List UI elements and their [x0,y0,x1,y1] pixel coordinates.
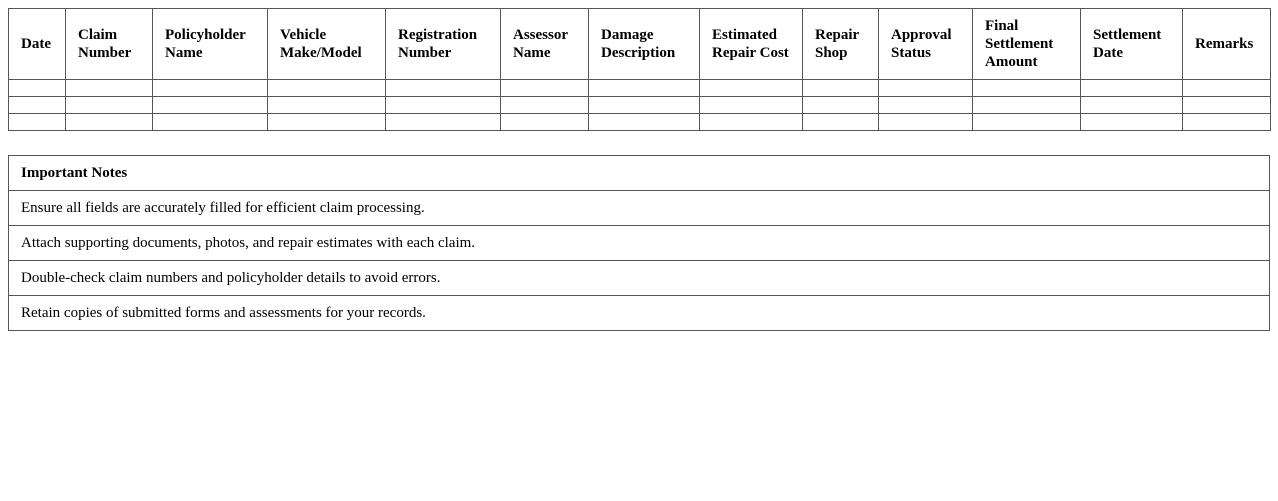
table-cell[interactable] [9,114,66,131]
table-cell[interactable] [501,97,589,114]
table-cell[interactable] [973,80,1081,97]
column-header-approval-status: Approval Status [879,9,973,80]
table-cell[interactable] [1183,80,1271,97]
table-cell[interactable] [1183,97,1271,114]
table-cell[interactable] [803,80,879,97]
notes-title: Important Notes [9,156,1270,191]
table-cell[interactable] [268,97,386,114]
table-cell[interactable] [700,80,803,97]
note-row [9,226,1270,261]
note-item: Retain copies of submitted forms and assessments for your records. [9,296,1270,331]
table-cell[interactable] [66,97,153,114]
table-cell[interactable] [66,80,153,97]
column-header-policyholder-name: Policyholder Name [153,9,268,80]
column-header-registration-number: Registration Number [386,9,501,80]
table-cell[interactable] [803,114,879,131]
note-row [9,261,1270,296]
column-header-claim-number: Claim Number [66,9,153,80]
column-header-repair-shop: Repair Shop [803,9,879,80]
table-cell[interactable] [973,97,1081,114]
table-cell[interactable] [501,114,589,131]
table-cell[interactable] [973,114,1081,131]
column-header-final-settlement-amount: Final Settlement Amount [973,9,1081,80]
column-header-damage-description: Damage Description [589,9,700,80]
column-header-assessor-name: Assessor Name [501,9,589,80]
table-cell[interactable] [700,114,803,131]
column-header-settlement-date: Settlement Date [1081,9,1183,80]
table-cell[interactable] [879,97,973,114]
table-cell[interactable] [153,97,268,114]
table-cell[interactable] [386,97,501,114]
table-cell[interactable] [153,114,268,131]
notes-title-row [9,156,1270,191]
table-cell[interactable] [9,97,66,114]
table-cell[interactable] [66,114,153,131]
table-cell[interactable] [879,114,973,131]
note-row [9,296,1270,331]
claims-log-table [8,8,1271,131]
table-cell[interactable] [386,80,501,97]
table-row [9,114,1271,131]
important-notes-table [8,155,1270,331]
note-item: Attach supporting documents, photos, and repair estimates with each claim. [9,226,1270,261]
table-cell[interactable] [700,97,803,114]
table-cell[interactable] [589,114,700,131]
claims-table-header [9,9,1271,80]
table-cell[interactable] [589,80,700,97]
note-row [9,191,1270,226]
table-cell[interactable] [1081,97,1183,114]
table-row [9,97,1271,114]
claims-table-body [9,80,1271,131]
table-cell[interactable] [268,114,386,131]
table-cell[interactable] [501,80,589,97]
note-item: Ensure all fields are accurately filled for efficient claim processing. [9,191,1270,226]
column-header-vehicle-make-model: Vehicle Make/Model [268,9,386,80]
header-row [9,9,1271,80]
table-cell[interactable] [1081,114,1183,131]
table-cell[interactable] [879,80,973,97]
column-header-estimated-repair-cost: Estimated Repair Cost [700,9,803,80]
table-cell[interactable] [386,114,501,131]
column-header-date: Date [9,9,66,80]
column-header-remarks: Remarks [1183,9,1271,80]
table-cell[interactable] [268,80,386,97]
table-cell[interactable] [589,97,700,114]
table-cell[interactable] [803,97,879,114]
table-cell[interactable] [1081,80,1183,97]
table-cell[interactable] [153,80,268,97]
table-cell[interactable] [9,80,66,97]
table-row [9,80,1271,97]
note-item: Double-check claim numbers and policyholder details to avoid errors. [9,261,1270,296]
table-cell[interactable] [1183,114,1271,131]
